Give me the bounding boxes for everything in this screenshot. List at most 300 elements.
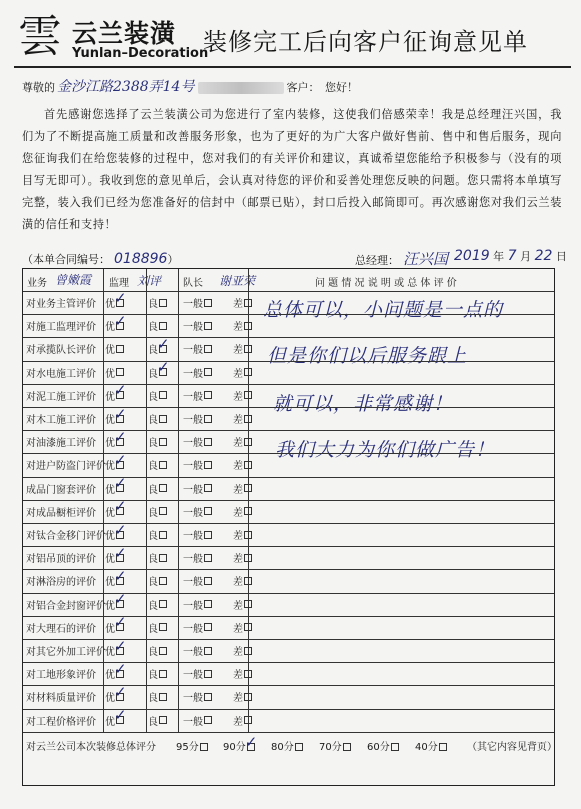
grade-option[interactable] (105, 682, 127, 708)
grade-label: 优 (105, 554, 115, 566)
grade-option[interactable] (183, 569, 212, 592)
grade-label: 优 (105, 577, 115, 589)
checkbox[interactable] (204, 461, 212, 469)
checkbox[interactable] (204, 368, 212, 376)
grade-label: 差 (233, 507, 243, 519)
grade-option[interactable] (183, 662, 212, 685)
grade-option[interactable] (233, 593, 252, 616)
brand-name-en: Yunlan–Decoration (72, 46, 209, 61)
checkbox[interactable] (204, 693, 212, 701)
supervisor-name: 刘评 (137, 274, 162, 288)
checkbox[interactable] (114, 566, 127, 585)
checkbox[interactable] (114, 427, 127, 446)
grade-option[interactable] (233, 662, 252, 685)
grade-label: 良 (148, 507, 158, 519)
grade-option[interactable] (183, 407, 212, 430)
grade-option[interactable] (233, 384, 252, 407)
checkbox[interactable] (204, 391, 212, 399)
grade-option[interactable] (148, 616, 167, 639)
header-team-leader: 队长 (183, 277, 203, 289)
grade-label: 差 (233, 623, 243, 635)
table-row-divider (23, 430, 554, 431)
check-mark: ✓ (114, 288, 127, 307)
opinion-line-4: 我们大力为你们做广告！ (275, 439, 496, 461)
checkbox[interactable] (204, 670, 212, 678)
grade-option[interactable] (105, 590, 127, 616)
grade-option[interactable] (183, 430, 212, 453)
grade-label: 良 (148, 554, 158, 566)
score-label: 95分 (176, 741, 199, 753)
row-label: 对铝吊顶的评价 (26, 554, 96, 566)
grade-label: 优 (105, 415, 115, 427)
checkbox[interactable] (114, 659, 127, 678)
checkbox[interactable] (159, 507, 167, 515)
grade-option[interactable] (105, 566, 127, 592)
grade-label: 一般 (183, 600, 203, 612)
grade-option[interactable] (148, 314, 167, 337)
row-label: 对成品橱柜评价 (26, 507, 96, 519)
grade-label: 一般 (183, 716, 203, 728)
see-back-note: （其它内容见背页） (467, 741, 557, 753)
grade-option[interactable] (148, 500, 167, 523)
grade-label: 一般 (183, 670, 203, 682)
date-day: 22 (534, 248, 553, 264)
grade-option[interactable] (105, 288, 127, 314)
score-checkbox[interactable] (343, 743, 351, 751)
grade-option[interactable] (233, 453, 252, 476)
table-row-divider (23, 453, 554, 454)
grade-label: 差 (233, 531, 243, 543)
checkbox[interactable] (159, 716, 167, 724)
grade-label: 优 (105, 299, 115, 311)
row-label: 对工地形象评价 (26, 670, 96, 682)
checkbox[interactable] (159, 484, 167, 492)
grade-label: 良 (148, 484, 158, 496)
grade-option[interactable] (148, 546, 167, 569)
grade-label: 一般 (183, 299, 203, 311)
grade-option[interactable] (183, 477, 212, 500)
grade-option[interactable] (148, 685, 167, 708)
logo-mark: 雲 (18, 11, 62, 62)
check-mark: ✓ (114, 497, 127, 516)
checkbox[interactable] (114, 520, 127, 539)
grade-label: 良 (148, 670, 158, 682)
checkbox[interactable] (114, 636, 127, 655)
grade-option[interactable] (183, 453, 212, 476)
checkbox[interactable] (159, 531, 167, 539)
grade-label: 一般 (183, 531, 203, 543)
grade-option[interactable] (183, 500, 212, 523)
score-option[interactable] (271, 738, 303, 753)
row-label: 对泥工施工评价 (26, 391, 96, 403)
checkbox[interactable] (114, 706, 127, 725)
grade-label: 差 (233, 484, 243, 496)
grade-label: 优 (105, 647, 115, 659)
grade-label: 良 (148, 647, 158, 659)
grade-label: 差 (233, 368, 243, 380)
grade-label: 优 (105, 438, 115, 450)
manager-signature (355, 248, 448, 269)
grade-label: 一般 (183, 693, 203, 705)
checkbox[interactable] (204, 438, 212, 446)
grade-label: 优 (105, 531, 115, 543)
overall-score-label: 对云兰公司本次装修总体评分 (26, 741, 156, 753)
score-option[interactable] (223, 732, 258, 753)
grade-option[interactable] (148, 662, 167, 685)
grade-option[interactable] (233, 639, 252, 662)
grade-label: 一般 (183, 484, 203, 496)
grade-label: 良 (148, 461, 158, 473)
grade-label: 差 (233, 299, 243, 311)
grade-option[interactable] (233, 709, 252, 732)
date-month-unit: 月 (520, 250, 532, 263)
grade-option[interactable] (183, 384, 212, 407)
checkbox[interactable] (116, 345, 124, 353)
grade-option[interactable] (233, 569, 252, 592)
grade-label: 差 (233, 415, 243, 427)
score-label: 60分 (367, 741, 390, 753)
grade-option[interactable] (233, 477, 252, 500)
grade-label: 差 (233, 647, 243, 659)
grade-option[interactable] (233, 500, 252, 523)
grade-label: 优 (105, 461, 115, 473)
check-mark: ✓ (157, 334, 170, 353)
grade-option[interactable] (105, 404, 127, 430)
grade-label: 良 (148, 623, 158, 635)
grade-option[interactable] (148, 384, 167, 407)
grade-label: 良 (148, 577, 158, 589)
check-mark: ✓ (114, 659, 127, 678)
grade-option[interactable] (148, 453, 167, 476)
row-label: 对业务主管评价 (26, 299, 96, 311)
grade-label: 差 (233, 716, 243, 728)
table-row-divider (23, 709, 554, 710)
contract-label: （本单合同编号： (22, 253, 110, 266)
grade-option[interactable] (105, 450, 127, 476)
grade-option[interactable] (148, 639, 167, 662)
manager-label: 总经理： (355, 254, 399, 267)
grade-option[interactable] (148, 430, 167, 453)
checkbox[interactable] (114, 474, 127, 493)
check-mark: ✓ (114, 543, 127, 562)
table-row-divider (23, 500, 554, 501)
grade-option[interactable] (183, 685, 212, 708)
grade-option[interactable] (183, 593, 212, 616)
opinion-line-3: 就可以，非常感谢！ (273, 393, 454, 415)
score-option[interactable] (176, 738, 208, 753)
date-day-unit: 日 (555, 250, 567, 263)
grade-option[interactable] (233, 291, 252, 314)
checkbox[interactable] (159, 461, 167, 469)
grade-option[interactable] (105, 706, 127, 732)
checkbox[interactable] (159, 670, 167, 678)
grade-option[interactable] (148, 709, 167, 732)
grade-label: 一般 (183, 415, 203, 427)
grade-option[interactable] (148, 523, 167, 546)
grade-label: 良 (148, 600, 158, 612)
checkbox[interactable] (159, 415, 167, 423)
score-checkbox[interactable] (439, 743, 447, 751)
grade-option[interactable] (183, 314, 212, 337)
grade-label: 一般 (183, 391, 203, 403)
grade-label: 良 (148, 531, 158, 543)
score-checkbox[interactable] (391, 743, 399, 751)
table-row-divider (23, 662, 554, 663)
row-label: 对淋浴房的评价 (26, 577, 96, 589)
team-leader-name: 谢亚荣 (219, 274, 256, 288)
grade-option[interactable] (105, 474, 127, 500)
grade-label: 优 (105, 507, 115, 519)
greeting-prefix: 尊敬的 (22, 81, 55, 94)
greeting-suffix: 客户： 您好！ (286, 81, 358, 94)
grade-label: 良 (148, 299, 158, 311)
table-row-divider (23, 732, 554, 733)
check-mark: ✓ (114, 706, 127, 725)
grade-label: 一般 (183, 461, 203, 473)
table-row-divider (23, 337, 554, 338)
row-label: 对施工监理评价 (26, 322, 96, 334)
check-mark: ✓ (114, 474, 127, 493)
grade-option[interactable] (233, 314, 252, 337)
row-label: 对木工施工评价 (26, 415, 96, 427)
check-mark: ✓ (114, 427, 127, 446)
score-label: 70分 (319, 741, 342, 753)
score-option[interactable] (415, 738, 447, 753)
grade-label: 一般 (183, 345, 203, 357)
check-mark: ✓ (157, 358, 170, 377)
grade-option[interactable] (183, 616, 212, 639)
grade-option[interactable] (183, 291, 212, 314)
checkbox[interactable] (204, 647, 212, 655)
grade-label: 优 (105, 484, 115, 496)
grade-label: 良 (148, 693, 158, 705)
redacted-name (198, 82, 284, 94)
checkbox[interactable] (159, 600, 167, 608)
row-label: 对铝合金封窗评价 (26, 600, 106, 612)
opinion-line-2: 但是你们以后服务跟上 (267, 345, 468, 367)
checkbox[interactable] (157, 334, 170, 353)
checkbox[interactable] (159, 577, 167, 585)
checkbox[interactable] (204, 345, 212, 353)
document-title: 装修完工后向客户征询意见单 (203, 28, 528, 56)
checkbox[interactable] (114, 311, 127, 330)
grade-option[interactable] (105, 636, 127, 662)
checkbox[interactable] (204, 415, 212, 423)
grade-label: 差 (233, 600, 243, 612)
check-mark: ✓ (244, 732, 258, 751)
grade-option[interactable] (183, 361, 212, 384)
table-row-divider (23, 593, 554, 594)
checkbox[interactable] (159, 554, 167, 562)
score-checkbox[interactable] (200, 743, 208, 751)
row-label: 对钛合金移门评价 (26, 531, 106, 543)
grade-option[interactable] (233, 430, 252, 453)
checkbox[interactable] (114, 543, 127, 562)
grade-option[interactable] (105, 659, 127, 685)
intro-paragraph: 首先感谢您选择了云兰装潢公司为您进行了室内装修，这使我们倍感荣幸！我是总经理汪兴国，我们为了不断提高施工质量和改善服务形象，也为了更好的为广大客户做好售前、售中和售后服务，现向您征询我们在给您装修的过程中，您对我们的有关评价和建议，真诚希望您能给予积极参与（没有的项目写无即可）。我收到您的意见单后，会认真对待您的评价和妥善处理您反映的问题。您只需将本单填写完整，装入我们已经为您准备好的信封中（邮票已贴），封口后投入邮筒即可。再次感谢您对我们云兰装潢的信任和支持！ (22, 108, 562, 231)
grade-label: 良 (148, 415, 158, 427)
checkbox[interactable] (159, 693, 167, 701)
grade-option[interactable] (105, 381, 127, 407)
grade-option[interactable] (233, 337, 252, 360)
date-year: 2019 (454, 248, 490, 264)
score-option[interactable] (319, 738, 351, 753)
grade-label: 良 (148, 368, 158, 380)
table-row-divider (23, 314, 554, 315)
grade-label: 差 (233, 670, 243, 682)
checkbox[interactable] (159, 322, 167, 330)
manager-signature-value: 汪兴国 (403, 250, 449, 268)
check-mark: ✓ (114, 381, 127, 400)
checkbox[interactable] (114, 404, 127, 423)
checkbox[interactable] (114, 381, 127, 400)
grade-option[interactable] (105, 427, 127, 453)
opinion-line-1: 总体可以，小问题是一点的 (263, 299, 504, 321)
table-row-divider (23, 407, 554, 408)
grade-option[interactable] (105, 361, 124, 384)
grade-option[interactable] (148, 291, 167, 314)
grade-label: 一般 (183, 554, 203, 566)
grade-option[interactable] (233, 616, 252, 639)
grade-option[interactable] (183, 523, 212, 546)
table-row-divider (23, 523, 554, 524)
table-row-divider (23, 546, 554, 547)
evaluation-table (22, 268, 555, 786)
table-row-divider (23, 477, 554, 478)
grade-option[interactable] (148, 569, 167, 592)
row-label: 对油漆施工评价 (26, 438, 96, 450)
checkbox[interactable] (157, 358, 170, 377)
checkbox[interactable] (159, 299, 167, 307)
grade-label: 一般 (183, 322, 203, 334)
grade-option[interactable] (148, 477, 167, 500)
grade-label: 良 (148, 345, 158, 357)
score-label: 90分 (223, 741, 246, 753)
check-mark: ✓ (114, 520, 127, 539)
grade-option[interactable] (183, 709, 212, 732)
row-label: 对水电施工评价 (26, 368, 96, 380)
grade-option[interactable] (233, 685, 252, 708)
header-divider (14, 66, 571, 68)
grade-option[interactable] (233, 523, 252, 546)
table-row-divider (23, 361, 554, 362)
grade-label: 差 (233, 554, 243, 566)
checkbox[interactable] (204, 299, 212, 307)
contract-number (22, 251, 178, 267)
table-header-divider (23, 291, 554, 292)
salesman-name: 曾嫩霞 (55, 273, 92, 287)
checkbox[interactable] (204, 600, 212, 608)
grade-label: 良 (148, 716, 158, 728)
row-label: 对承揽队长评价 (26, 345, 96, 357)
checkbox[interactable] (114, 497, 127, 516)
checkbox[interactable] (204, 484, 212, 492)
checkbox[interactable] (204, 623, 212, 631)
checkbox[interactable] (159, 438, 167, 446)
checkbox[interactable] (114, 590, 127, 609)
grade-option[interactable] (148, 358, 170, 384)
table-row-divider (23, 639, 554, 640)
grade-label: 优 (105, 693, 115, 705)
row-label: 对材料质量评价 (26, 693, 96, 705)
check-mark: ✓ (114, 613, 127, 632)
check-mark: ✓ (114, 590, 127, 609)
contract-number-value: 018896 (114, 251, 168, 267)
checkbox[interactable] (204, 531, 212, 539)
score-option[interactable] (367, 738, 399, 753)
score-label: 40分 (415, 741, 438, 753)
checkbox[interactable] (159, 391, 167, 399)
grade-label: 良 (148, 438, 158, 450)
grade-option[interactable] (105, 337, 124, 360)
grade-option[interactable] (233, 546, 252, 569)
grade-option[interactable] (105, 613, 127, 639)
checkbox[interactable] (159, 623, 167, 631)
grade-label: 差 (233, 438, 243, 450)
grade-option[interactable] (105, 520, 127, 546)
grade-option[interactable] (105, 497, 127, 523)
grade-option[interactable] (183, 337, 212, 360)
row-label: 对其它外加工评价 (26, 647, 106, 659)
checkbox[interactable] (204, 577, 212, 585)
grade-option[interactable] (148, 407, 167, 430)
check-mark: ✓ (114, 404, 127, 423)
grade-label: 一般 (183, 507, 203, 519)
greeting-line (22, 76, 358, 96)
grade-label: 差 (233, 345, 243, 357)
checkbox[interactable] (114, 682, 127, 701)
grade-label: 差 (233, 461, 243, 473)
grade-label: 一般 (183, 577, 203, 589)
checkbox[interactable] (204, 507, 212, 515)
grade-option[interactable] (183, 546, 212, 569)
checkbox[interactable] (159, 647, 167, 655)
grade-option[interactable] (183, 639, 212, 662)
date-month: 7 (507, 248, 517, 264)
checkbox[interactable] (116, 368, 124, 376)
grade-option[interactable] (148, 334, 170, 360)
date-year-unit: 年 (493, 250, 505, 263)
score-checkbox[interactable] (244, 732, 258, 751)
grade-option[interactable] (233, 407, 252, 430)
checkbox[interactable] (204, 322, 212, 330)
checkbox[interactable] (114, 450, 127, 469)
score-checkbox[interactable] (295, 743, 303, 751)
checkbox[interactable] (114, 613, 127, 632)
grade-label: 差 (233, 577, 243, 589)
grade-label: 优 (105, 345, 115, 357)
grade-label: 优 (105, 623, 115, 635)
grade-label: 良 (148, 322, 158, 334)
grade-label: 一般 (183, 438, 203, 450)
checkbox[interactable] (204, 716, 212, 724)
overall-score-row (23, 732, 556, 784)
table-row-divider (23, 569, 554, 570)
grade-label: 优 (105, 600, 115, 612)
grade-option[interactable] (148, 593, 167, 616)
checkbox[interactable] (114, 288, 127, 307)
grade-label: 差 (233, 322, 243, 334)
grade-label: 优 (105, 322, 115, 334)
check-mark: ✓ (114, 682, 127, 701)
checkbox[interactable] (204, 554, 212, 562)
check-mark: ✓ (114, 450, 127, 469)
grade-option[interactable] (105, 311, 127, 337)
grade-option[interactable] (105, 543, 127, 569)
grade-option[interactable] (233, 361, 252, 384)
grade-label: 一般 (183, 647, 203, 659)
grade-label: 优 (105, 716, 115, 728)
